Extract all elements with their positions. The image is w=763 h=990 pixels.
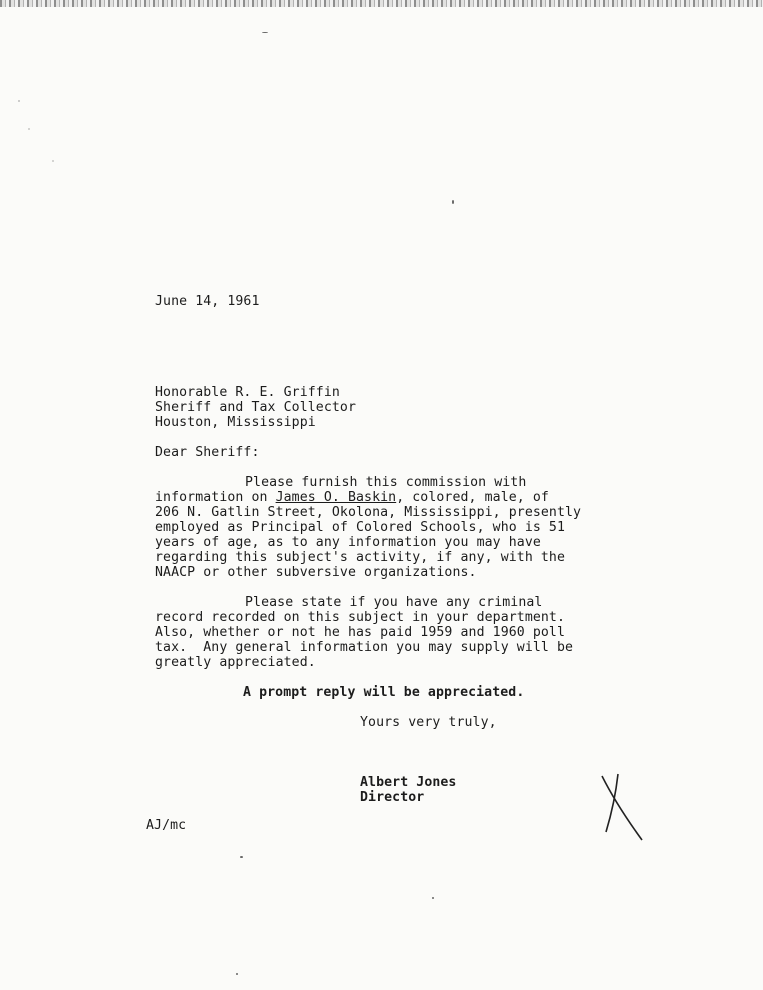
paragraph-1-line-5: years of age, as to any information you may have <box>155 535 541 550</box>
scan-speck <box>240 856 243 858</box>
signer-name: Albert Jones <box>360 775 457 790</box>
address-line-name: Honorable R. E. Griffin <box>155 385 340 400</box>
reference-initials: AJ/mc <box>146 818 187 833</box>
paragraph-2-line-3: Also, whether or not he has paid 1959 and 1960 poll <box>155 625 566 640</box>
paragraph-1-line-6: regarding this subject's activity, if any, with the <box>155 550 566 565</box>
paragraph-1-line-3: 206 N. Gatlin Street, Okolona, Mississippi, presently <box>155 505 582 520</box>
paragraph-2-line-5: greatly appreciated. <box>155 655 316 670</box>
paragraph-2-line-4: tax. Any general information you may supply will be <box>155 640 574 655</box>
address-line-title: Sheriff and Tax Collector <box>155 400 356 415</box>
scan-speck <box>18 100 20 102</box>
paragraph-1-line-1: Please furnish this commission with <box>245 475 527 490</box>
page-top-edge <box>0 0 763 7</box>
subject-name: James O. Baskin <box>275 490 397 505</box>
paragraph-1-line-4: employed as Principal of Colored Schools, who is 51 <box>155 520 566 535</box>
handwritten-x-mark <box>596 772 646 842</box>
scan-speck <box>452 200 454 204</box>
paragraph-2-line-1: Please state if you have any criminal <box>245 595 543 610</box>
letter-date: June 14, 1961 <box>155 294 260 309</box>
paragraph-1-line-7: NAACP or other subversive organizations. <box>155 565 477 580</box>
address-line-city: Houston, Mississippi <box>155 415 316 430</box>
scan-speck <box>236 973 238 975</box>
valediction: Yours very truly, <box>360 715 497 730</box>
scan-speck <box>262 32 268 33</box>
paragraph-2-line-2: record recorded on this subject in your department. <box>155 610 566 625</box>
scan-speck <box>52 160 54 162</box>
paragraph-1-line-2-pre: information on <box>155 490 276 505</box>
paragraph-1-line-2-post: , colored, male, of <box>396 490 549 505</box>
paragraph-1-line-2 <box>155 490 549 505</box>
scan-speck <box>432 897 434 899</box>
scan-speck <box>28 128 30 130</box>
closing-line: A prompt reply will be appreciated. <box>243 685 525 700</box>
salutation: Dear Sheriff: <box>155 445 260 460</box>
signer-title: Director <box>360 790 425 805</box>
